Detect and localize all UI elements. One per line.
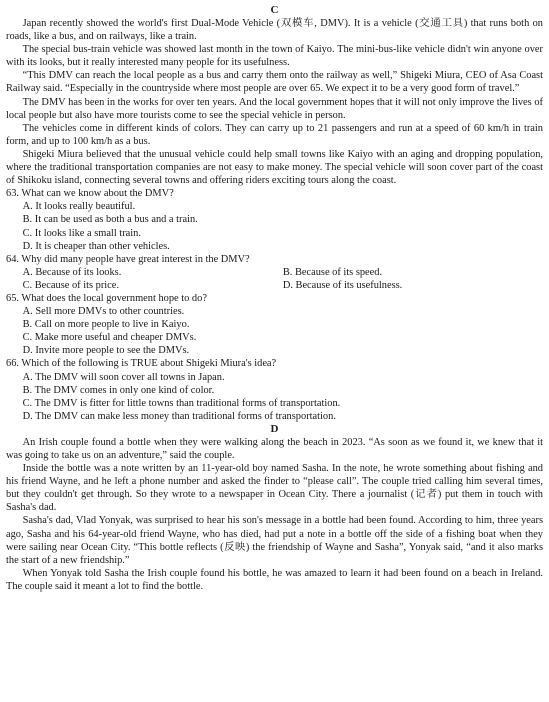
c-paragraph-2: The special bus-train vehicle was showed last month in the town of Kaiyo. The mini-bus-like vehicle didn't win anyone over with its looks, but it really interested many people for its usefulness.: [6, 44, 543, 69]
c-paragraph-3: “This DMV can reach the local people as a bus and carry them onto the railway as well,” Shigeki Miura, CEO of Asa Coast Railway said. “Especially in the countryside where most people are over 65. We expect it to be a very good form of travel.”: [6, 70, 543, 95]
section-d-heading: D: [270, 422, 279, 435]
option-a: A. Because of its looks.: [22, 266, 122, 278]
option-c: C. Because of its price.: [22, 279, 119, 291]
option-a: A. It looks really beautiful.: [22, 201, 136, 213]
c-paragraph-5: The vehicles come in different kinds of colors. They can carry up to 21 passengers and run at a speed of 60 km/h in train form, and up to 100 km/h as a bus.: [6, 122, 543, 147]
option-a: A. The DMV will soon cover all towns in Japan.: [22, 371, 225, 383]
option-c: C. It looks like a small train.: [22, 227, 141, 239]
question-stem: 63. What can we know about the DMV?: [6, 188, 174, 200]
option-b: B. The DMV comes in only one kind of color.: [22, 384, 215, 396]
option-b: B. Call on more people to live in Kaiyo.: [22, 319, 190, 331]
option-b: B. Because of its speed.: [282, 266, 383, 278]
c-paragraph-1: Japan recently showed the world's first Dual-Mode Vehicle (双模车, DMV). It is a vehicle (交通工具) that runs both on roads, like a bus, and on railways, like a train.: [6, 18, 543, 43]
question-64: [6, 253, 543, 292]
option-d: D. It is cheaper than other vehicles.: [22, 240, 170, 252]
question-stem: 65. What does the local government hope to do?: [6, 292, 207, 304]
option-b: B. It can be used as both a bus and a train.: [22, 214, 198, 226]
d-paragraph-1: An Irish couple found a bottle when they were walking along the beach in 2023. “As soon as we found it, we knew that it was going to take us on an adventure,” said the couple.: [6, 436, 543, 461]
d-paragraph-2: Inside the bottle was a note written by an 11-year-old boy named Sasha. In the note, he wrote something about fishing and his friend Wayne, and he left a phone number and asked the finder to “please call”. The couple tried calling him several times, but they couldn't get through. So they wrote to a newspaper in Ocean City. There a journalist (记者) put them in touch with Sasha's dad.: [6, 463, 543, 514]
option-d: D. Invite more people to see the DMVs.: [22, 345, 190, 357]
option-d: D. Because of its usefulness.: [282, 279, 403, 291]
option-d: D. The DMV can make less money than traditional forms of transportation.: [22, 410, 336, 422]
option-a: A. Sell more DMVs to other countries.: [22, 306, 185, 318]
question-stem: 66. Which of the following is TRUE about Shigeki Miura's idea?: [6, 358, 277, 370]
option-c: C. The DMV is fitter for little towns than traditional forms of transportation.: [22, 397, 341, 409]
option-c: C. Make more useful and cheaper DMVs.: [22, 332, 197, 344]
question-63: [6, 187, 543, 252]
question-66: [6, 357, 543, 422]
d-paragraph-3: Sasha's dad, Vlad Yonyak, was surprised to hear his son's message in a bottle had been found. According to him, three years ago, Sasha and his 64-year-old friend Wayne, who has died, had put a note in a bottle off the side of a fishing boat when they were sailing near Ocean City. “This bottle reflects (反映) the friendship of Wayne and Sasha”, Yonyak said, “and it also marks the start of a new friendship.”: [6, 515, 543, 566]
c-paragraph-6: Shigeki Miura believed that the unusual vehicle could help small towns like Kaiyo with an aging and dropping population, where the traditional transportation companies are not easy to make money. The special vehicle will soon cover part of the coast of Shikoku island, connecting several towns and offering riders exciting tours along the coast.: [6, 148, 543, 187]
question-stem: 64. Why did many people have great interest in the DMV?: [6, 253, 250, 265]
c-paragraph-4: The DMV has been in the works for over ten years. And the local government hopes that it will not only improve the lives of local people but also have more tourists come to see the special vehicle in person.: [6, 96, 543, 121]
question-65: [6, 292, 543, 357]
section-c-heading: C: [270, 4, 279, 16]
d-paragraph-4: When Yonyak told Sasha the Irish couple found his bottle, he was amazed to learn it had been found on a beach in Ireland. The couple said it meant a lot to find the bottle.: [6, 567, 543, 592]
